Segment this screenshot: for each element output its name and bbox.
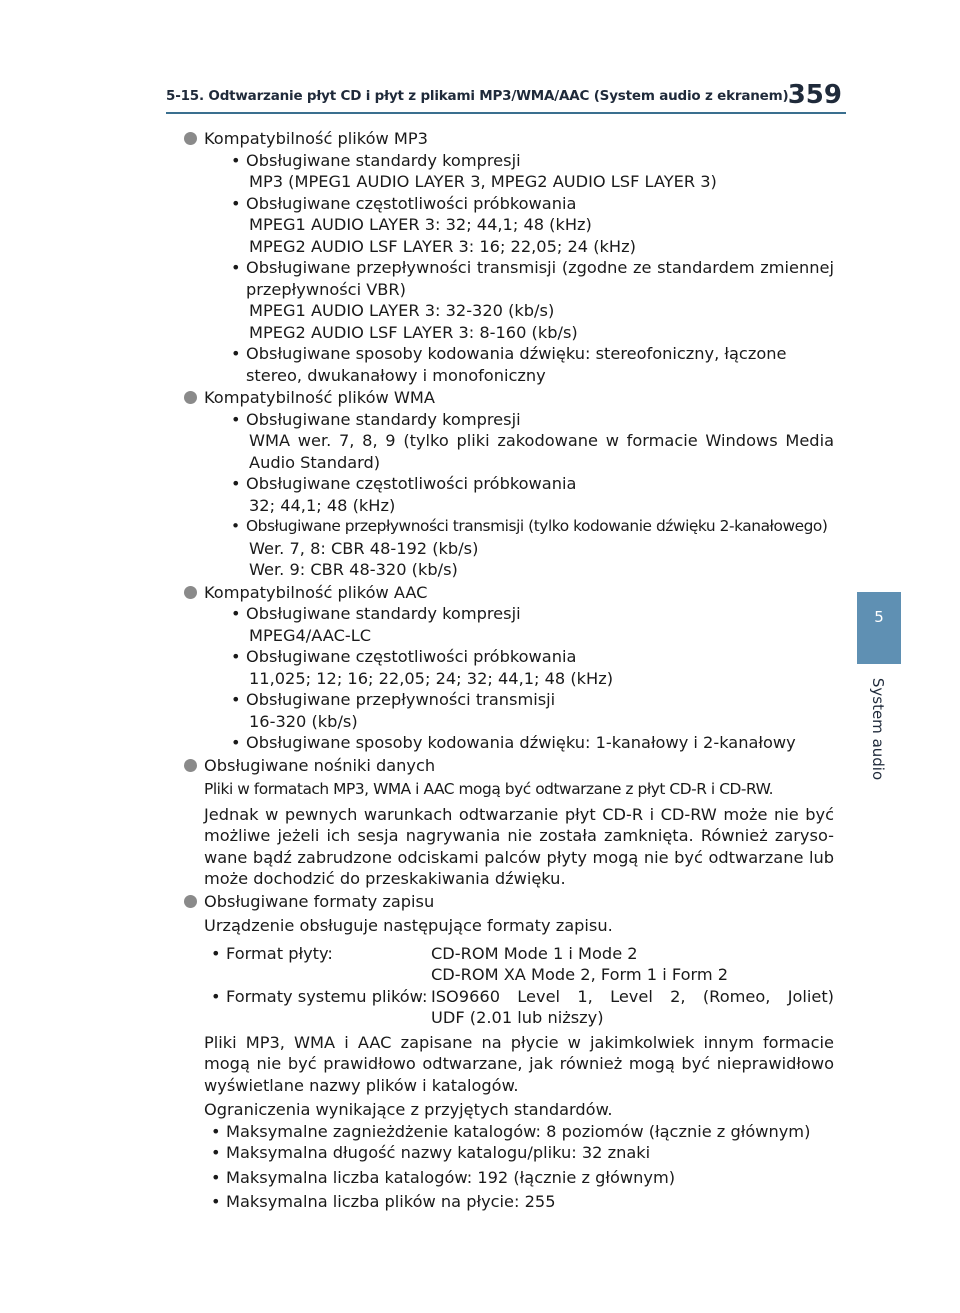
bullet-dot-icon: •	[211, 1167, 221, 1187]
item-value: 11,025; 12; 16; 22,05; 24; 32; 44,1; 48 (kHz)	[249, 668, 614, 688]
list-item	[204, 343, 834, 386]
section-media	[184, 755, 834, 890]
item-label: Obsługiwane częstotliwości próbkowania	[246, 193, 577, 213]
list-item	[204, 473, 834, 495]
format-value: CD-ROM Mode 1 i Mode 2	[431, 943, 638, 963]
item-value: MPEG1 AUDIO LAYER 3: 32; 44,1; 48 (kHz)	[249, 215, 592, 234]
bullet-dot-icon: •	[231, 604, 241, 623]
list-item	[204, 732, 834, 754]
section-title-text: Obsługiwane nośniki danych	[204, 755, 436, 775]
format-value: CD-ROM XA Mode 2, Form 1 i Form 2	[431, 965, 729, 984]
format-values	[431, 986, 834, 1029]
paragraph: Urządzenie obsługuje następujące formaty zapisu.	[204, 916, 613, 935]
item-label: Obsługiwane przepływności transmisji (zgodne ze standardem zmiennej przepływności VBR)	[246, 258, 834, 299]
bullet-circle-icon	[184, 586, 197, 599]
bullet-dot-icon: •	[231, 409, 241, 429]
page-content	[184, 128, 834, 1213]
item-label: Obsługiwane standardy kompresji	[246, 150, 521, 170]
bullet-dot-icon: •	[211, 943, 221, 963]
section-title	[204, 128, 834, 150]
paragraph: Ograniczenia wynikające z przyjętych standardów.	[204, 1100, 613, 1119]
item-value: Wer. 7, 8: CBR 48-192 (kb/s)	[249, 538, 479, 558]
bullet-dot-icon: •	[231, 733, 241, 752]
item-value: MPEG2 AUDIO LSF LAYER 3: 8-160 (kb/s)	[249, 322, 578, 342]
bullet-dot-icon: •	[231, 517, 240, 535]
list-item	[204, 646, 834, 668]
item-label: Maksymalna długość nazwy katalogu/pliku: 32 znaki	[226, 1143, 651, 1162]
section-formats	[184, 891, 834, 1213]
list-item	[204, 516, 834, 538]
list-item	[204, 193, 834, 215]
list-item	[204, 1191, 834, 1213]
chapter-side-label-text: System audio	[869, 677, 887, 781]
item-value: 32; 44,1; 48 (kHz)	[249, 495, 396, 515]
format-value: UDF (2.01 lub niższy)	[431, 1008, 604, 1027]
page-number: 359	[787, 80, 842, 110]
bullet-dot-icon: •	[231, 193, 241, 213]
bullet-dot-icon: •	[231, 344, 241, 363]
item-value: Wer. 9: CBR 48-320 (kb/s)	[249, 560, 458, 579]
bullet-circle-icon	[184, 895, 197, 908]
bullet-dot-icon: •	[231, 474, 241, 493]
item-label: Obsługiwane częstotliwości próbkowania	[246, 647, 577, 666]
section-title	[204, 891, 834, 913]
section-title-text: Kompatybilność plików MP3	[204, 129, 428, 148]
item-label: Maksymalne zagnieżdżenie katalogów: 8 poziomów (łącznie z głównym)	[226, 1121, 811, 1141]
list-item	[204, 1142, 834, 1164]
item-value: MP3 (MPEG1 AUDIO LAYER 3, MPEG2 AUDIO LSF LAYER 3)	[249, 172, 717, 191]
bullet-dot-icon: •	[211, 1192, 221, 1211]
page-header	[166, 80, 846, 110]
item-value: MPEG4/AAC-LC	[249, 625, 372, 645]
paragraph: Jednak w pewnych warunkach odtwarzanie płyt CD-R i CD-RW może nie być możliwe jeżeli ich sesja nagrywania nie została zamknięta. Również zaryso-wane bądź zabrudzone odciskami palców płyty mogą nie być odtwarzane lub może dochodzić do przeskakiwania dźwięku.	[204, 804, 834, 888]
bullet-dot-icon: •	[231, 647, 241, 666]
list-item	[204, 150, 834, 172]
format-label: Formaty systemu plików:	[226, 986, 428, 1006]
bullet-circle-icon	[184, 759, 197, 772]
item-label: Obsługiwane przepływności transmisji (tylko kodowanie dźwięku 2-kanałowego)	[246, 517, 828, 535]
item-label: Maksymalna liczba katalogów: 192 (łącznie z głównym)	[226, 1167, 676, 1187]
chapter-tab-number: 5	[874, 608, 884, 626]
paragraph: Pliki w formatach MP3, WMA i AAC mogą być odtwarzane z płyt CD-R i CD-RW.	[204, 780, 774, 798]
format-row-disc	[204, 943, 834, 986]
bullet-circle-icon	[184, 391, 197, 404]
paragraph: Pliki MP3, WMA i AAC zapisane na płycie w jakimkolwiek innym formacie mogą nie być prawidłowo odtwarzane, jak również mogą być nieprawidłowo wyświetlane nazwy plików i katalogów.	[204, 1032, 834, 1095]
list-item	[204, 603, 834, 625]
header-rule	[166, 112, 846, 114]
section-title-text: Obsługiwane formaty zapisu	[204, 891, 435, 911]
bullet-dot-icon: •	[231, 690, 241, 709]
list-item	[204, 1121, 834, 1143]
item-label: Maksymalna liczba plików na płycie: 255	[226, 1192, 556, 1211]
item-label: Obsługiwane częstotliwości próbkowania	[246, 474, 577, 493]
list-item	[204, 409, 834, 431]
bullet-dot-icon: •	[231, 258, 241, 277]
item-value: WMA wer. 7, 8, 9 (tylko pliki zakodowane w formacie Windows Media Audio Standard)	[249, 431, 834, 472]
section-wma	[184, 387, 834, 581]
bullet-dot-icon: •	[211, 1143, 221, 1162]
item-label: Obsługiwane standardy kompresji	[246, 409, 521, 429]
bullet-circle-icon	[184, 132, 197, 145]
chapter-side-label	[868, 676, 888, 786]
list-item	[204, 257, 834, 300]
bullet-dot-icon: •	[231, 150, 241, 170]
section-aac	[184, 582, 834, 754]
bullet-dot-icon: •	[211, 1121, 221, 1141]
item-label: Obsługiwane sposoby kodowania dźwięku: stereofoniczny, łączone stereo, dwukanałowy i monofoniczny	[246, 344, 787, 385]
section-title	[204, 755, 834, 777]
section-mp3	[184, 128, 834, 386]
item-value: MPEG2 AUDIO LSF LAYER 3: 16; 22,05; 24 (kHz)	[249, 236, 636, 256]
item-value: 16-320 (kb/s)	[249, 711, 358, 731]
chapter-tab	[857, 592, 901, 664]
format-values	[431, 943, 834, 986]
format-label: Format płyty:	[226, 943, 333, 963]
list-item	[204, 689, 834, 711]
item-value: MPEG1 AUDIO LAYER 3: 32-320 (kb/s)	[249, 301, 555, 320]
format-row-filesystem	[204, 986, 834, 1029]
format-value: ISO9660 Level 1, Level 2, (Romeo, Joliet)	[431, 986, 834, 1006]
bullet-dot-icon: •	[211, 986, 221, 1006]
chapter-title: 5-15. Odtwarzanie płyt CD i płyt z plikami MP3/WMA/AAC (System audio z ekranem)	[166, 88, 789, 104]
section-title	[204, 387, 834, 409]
section-title	[204, 582, 834, 604]
section-title-text: Kompatybilność plików WMA	[204, 388, 435, 407]
list-item	[204, 1167, 834, 1189]
item-label: Obsługiwane sposoby kodowania dźwięku: 1-kanałowy i 2-kanałowy	[246, 733, 796, 752]
item-label: Obsługiwane przepływności transmisji	[246, 690, 556, 709]
section-title-text: Kompatybilność plików AAC	[204, 582, 428, 602]
item-label: Obsługiwane standardy kompresji	[246, 604, 521, 623]
